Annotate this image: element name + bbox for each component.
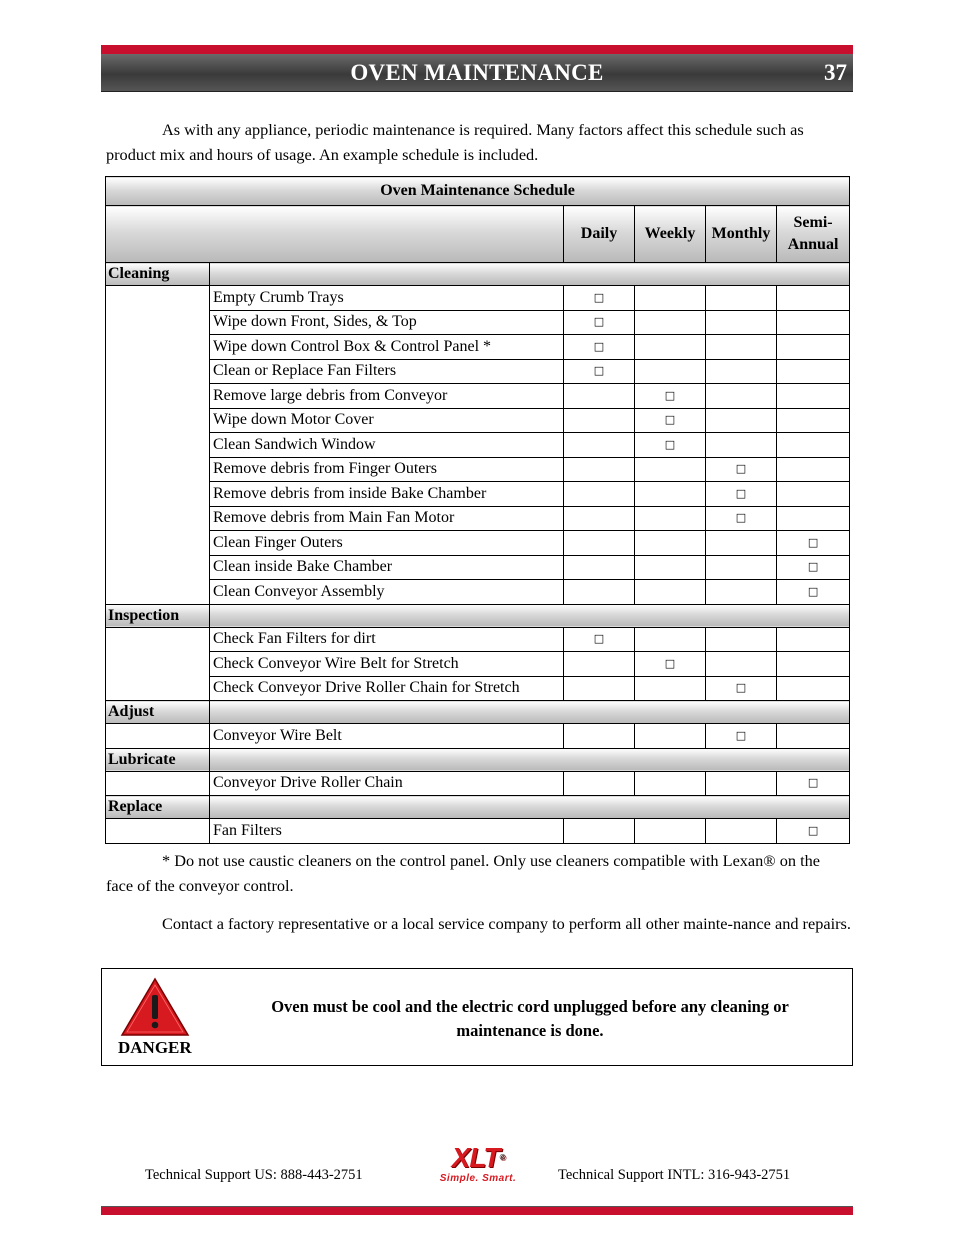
cell-monthly [706, 310, 777, 335]
category-spacer [106, 286, 210, 605]
cell-monthly [706, 555, 777, 580]
cell-daily [564, 310, 635, 335]
table-row [106, 482, 850, 507]
page-number: 37 [824, 60, 847, 85]
column-header-blank [106, 206, 564, 263]
cell-semi-annual [777, 627, 850, 652]
table-row [106, 408, 850, 433]
table-row [106, 724, 850, 749]
cell-monthly [706, 676, 777, 701]
checkbox-icon[interactable]: □ [807, 823, 819, 837]
logo-text: XLT [451, 1142, 500, 1173]
task-name: Fan Filters [210, 819, 564, 844]
contact-text: Contact a factory representative or a local service company to perform all other mainte-nance and repairs. [162, 914, 851, 933]
cell-semi-annual [777, 335, 850, 360]
category-spacer [106, 724, 210, 749]
cell-semi-annual [777, 724, 850, 749]
cell-weekly [635, 359, 706, 384]
cell-daily [564, 457, 635, 482]
cell-monthly [706, 457, 777, 482]
cell-daily [564, 771, 635, 796]
column-header-daily: Daily [564, 206, 635, 263]
checkbox-icon[interactable]: □ [807, 776, 819, 790]
task-name: Remove debris from inside Bake Chamber [210, 482, 564, 507]
cell-monthly [706, 627, 777, 652]
category-spacer [106, 819, 210, 844]
checkbox-icon[interactable]: □ [735, 511, 747, 525]
table-row [106, 433, 850, 458]
footer-red-stripe [101, 1206, 853, 1215]
task-name: Remove debris from Main Fan Motor [210, 506, 564, 531]
danger-notice-box [101, 968, 853, 1066]
checkbox-icon[interactable]: □ [593, 632, 605, 646]
category-label: Replace [106, 796, 210, 819]
cell-monthly [706, 433, 777, 458]
category-label: Cleaning [106, 263, 210, 286]
danger-message: Oven must be cool and the electric cord unplugged before any cleaning or maintenance is done. [271, 997, 789, 1040]
cell-semi-annual [777, 676, 850, 701]
category-row [106, 796, 850, 819]
table-row [106, 359, 850, 384]
table-row [106, 531, 850, 556]
checkbox-icon[interactable]: □ [735, 681, 747, 695]
column-header-weekly: Weekly [635, 206, 706, 263]
checkbox-icon[interactable]: □ [735, 486, 747, 500]
category-bar [210, 796, 850, 819]
checkbox-icon[interactable]: □ [664, 656, 676, 670]
task-name: Remove debris from Finger Outers [210, 457, 564, 482]
task-name: Remove large debris from Conveyor [210, 384, 564, 409]
checkbox-icon[interactable]: □ [593, 290, 605, 304]
task-name: Clean inside Bake Chamber [210, 555, 564, 580]
cell-daily [564, 482, 635, 507]
table-row [106, 652, 850, 677]
category-row [106, 701, 850, 724]
task-name: Clean Sandwich Window [210, 433, 564, 458]
task-name: Check Conveyor Wire Belt for Stretch [210, 652, 564, 677]
cell-semi-annual [777, 531, 850, 556]
cell-daily [564, 652, 635, 677]
cell-weekly [635, 652, 706, 677]
category-row [106, 604, 850, 627]
cell-monthly [706, 506, 777, 531]
cell-daily [564, 286, 635, 311]
table-row [106, 457, 850, 482]
cell-semi-annual [777, 555, 850, 580]
cell-monthly [706, 819, 777, 844]
task-name: Empty Crumb Trays [210, 286, 564, 311]
cell-monthly [706, 286, 777, 311]
checkbox-icon[interactable]: □ [735, 728, 747, 742]
cell-weekly [635, 819, 706, 844]
table-row [106, 506, 850, 531]
intro-text: As with any appliance, periodic maintenance is required. Many factors affect this schedule such as product mix and hours of usage. An example schedule is included. [106, 120, 804, 164]
cell-monthly [706, 771, 777, 796]
cell-weekly [635, 771, 706, 796]
cell-daily [564, 724, 635, 749]
table-row [106, 286, 850, 311]
table-row [106, 555, 850, 580]
cell-daily [564, 335, 635, 360]
task-name: Conveyor Drive Roller Chain [210, 771, 564, 796]
cell-semi-annual [777, 457, 850, 482]
checkbox-icon[interactable]: □ [593, 364, 605, 378]
cell-weekly [635, 408, 706, 433]
checkbox-icon[interactable]: □ [807, 535, 819, 549]
cell-monthly [706, 359, 777, 384]
tech-support-us: Technical Support US: 888-443-2751 [145, 1167, 363, 1183]
contact-paragraph [106, 911, 851, 936]
cell-monthly [706, 384, 777, 409]
cell-daily [564, 555, 635, 580]
category-bar [210, 263, 850, 286]
cell-daily [564, 627, 635, 652]
cell-weekly [635, 531, 706, 556]
cell-weekly [635, 335, 706, 360]
cell-monthly [706, 482, 777, 507]
cell-weekly [635, 627, 706, 652]
cell-semi-annual [777, 819, 850, 844]
xlt-logo [428, 1143, 528, 1193]
page-title: OVEN MAINTENANCE [350, 60, 604, 85]
category-label: Adjust [106, 701, 210, 724]
cell-weekly [635, 384, 706, 409]
checkbox-icon[interactable]: □ [593, 315, 605, 329]
cell-semi-annual [777, 652, 850, 677]
cell-weekly [635, 724, 706, 749]
category-spacer [106, 771, 210, 796]
cell-monthly [706, 335, 777, 360]
tech-support-intl: Technical Support INTL: 316-943-2751 [558, 1167, 791, 1183]
cell-semi-annual [777, 408, 850, 433]
checkbox-icon[interactable]: □ [735, 462, 747, 476]
cell-weekly [635, 433, 706, 458]
logo-registered: ® [499, 1153, 505, 1162]
cell-semi-annual [777, 482, 850, 507]
task-name: Wipe down Control Box & Control Panel * [210, 335, 564, 360]
table-row [106, 819, 850, 844]
table-row [106, 384, 850, 409]
cell-semi-annual [777, 771, 850, 796]
logo-tagline: Simple. Smart. [439, 1173, 517, 1184]
cell-semi-annual [777, 580, 850, 605]
header-red-stripe [101, 45, 853, 54]
table-row [106, 580, 850, 605]
column-header-monthly: Monthly [706, 206, 777, 263]
cell-weekly [635, 286, 706, 311]
logo-mark [428, 1143, 528, 1173]
cell-daily [564, 580, 635, 605]
cell-monthly [706, 531, 777, 556]
cell-daily [564, 433, 635, 458]
cell-weekly [635, 482, 706, 507]
category-spacer [106, 627, 210, 701]
header-bar [101, 54, 853, 92]
cell-weekly [635, 580, 706, 605]
cell-monthly [706, 408, 777, 433]
footnote-text: * Do not use caustic cleaners on the control panel. Only use cleaners compatible with Lexan® on the face of the conveyor control. [106, 851, 820, 895]
category-bar [210, 748, 850, 771]
table-title: Oven Maintenance Schedule [106, 177, 850, 206]
task-name: Check Fan Filters for dirt [210, 627, 564, 652]
cell-semi-annual [777, 286, 850, 311]
checkbox-icon[interactable]: □ [807, 584, 819, 598]
table-row [106, 627, 850, 652]
cell-weekly [635, 676, 706, 701]
maintenance-schedule-table [105, 176, 850, 844]
task-name: Clean Conveyor Assembly [210, 580, 564, 605]
checkbox-icon[interactable]: □ [664, 413, 676, 427]
category-row [106, 263, 850, 286]
cell-monthly [706, 580, 777, 605]
cell-semi-annual [777, 359, 850, 384]
cell-semi-annual [777, 433, 850, 458]
cell-weekly [635, 310, 706, 335]
table-row [106, 335, 850, 360]
column-header-semi-annual: Semi-Annual [777, 206, 850, 263]
table-row [106, 310, 850, 335]
cell-daily [564, 531, 635, 556]
task-name: Check Conveyor Drive Roller Chain for Stretch [210, 676, 564, 701]
table-row [106, 676, 850, 701]
cell-semi-annual [777, 384, 850, 409]
cell-weekly [635, 506, 706, 531]
cell-daily [564, 506, 635, 531]
warning-triangle-icon [120, 977, 190, 1037]
checkbox-icon[interactable]: □ [664, 437, 676, 451]
task-name: Clean or Replace Fan Filters [210, 359, 564, 384]
category-label: Lubricate [106, 748, 210, 771]
cell-daily [564, 819, 635, 844]
intro-paragraph [106, 117, 851, 167]
task-name: Conveyor Wire Belt [210, 724, 564, 749]
category-bar [210, 701, 850, 724]
cell-weekly [635, 555, 706, 580]
category-row [106, 748, 850, 771]
checkbox-icon[interactable]: □ [664, 388, 676, 402]
cell-daily [564, 676, 635, 701]
cell-semi-annual [777, 310, 850, 335]
footnote-paragraph [106, 848, 851, 898]
task-name: Wipe down Front, Sides, & Top [210, 310, 564, 335]
cell-semi-annual [777, 506, 850, 531]
task-name: Wipe down Motor Cover [210, 408, 564, 433]
cell-monthly [706, 724, 777, 749]
cell-daily [564, 408, 635, 433]
danger-label: DANGER [118, 1038, 192, 1057]
category-label: Inspection [106, 604, 210, 627]
cell-daily [564, 384, 635, 409]
checkbox-icon[interactable]: □ [593, 339, 605, 353]
checkbox-icon[interactable]: □ [807, 560, 819, 574]
cell-monthly [706, 652, 777, 677]
table-row [106, 771, 850, 796]
cell-daily [564, 359, 635, 384]
task-name: Clean Finger Outers [210, 531, 564, 556]
category-bar [210, 604, 850, 627]
cell-weekly [635, 457, 706, 482]
